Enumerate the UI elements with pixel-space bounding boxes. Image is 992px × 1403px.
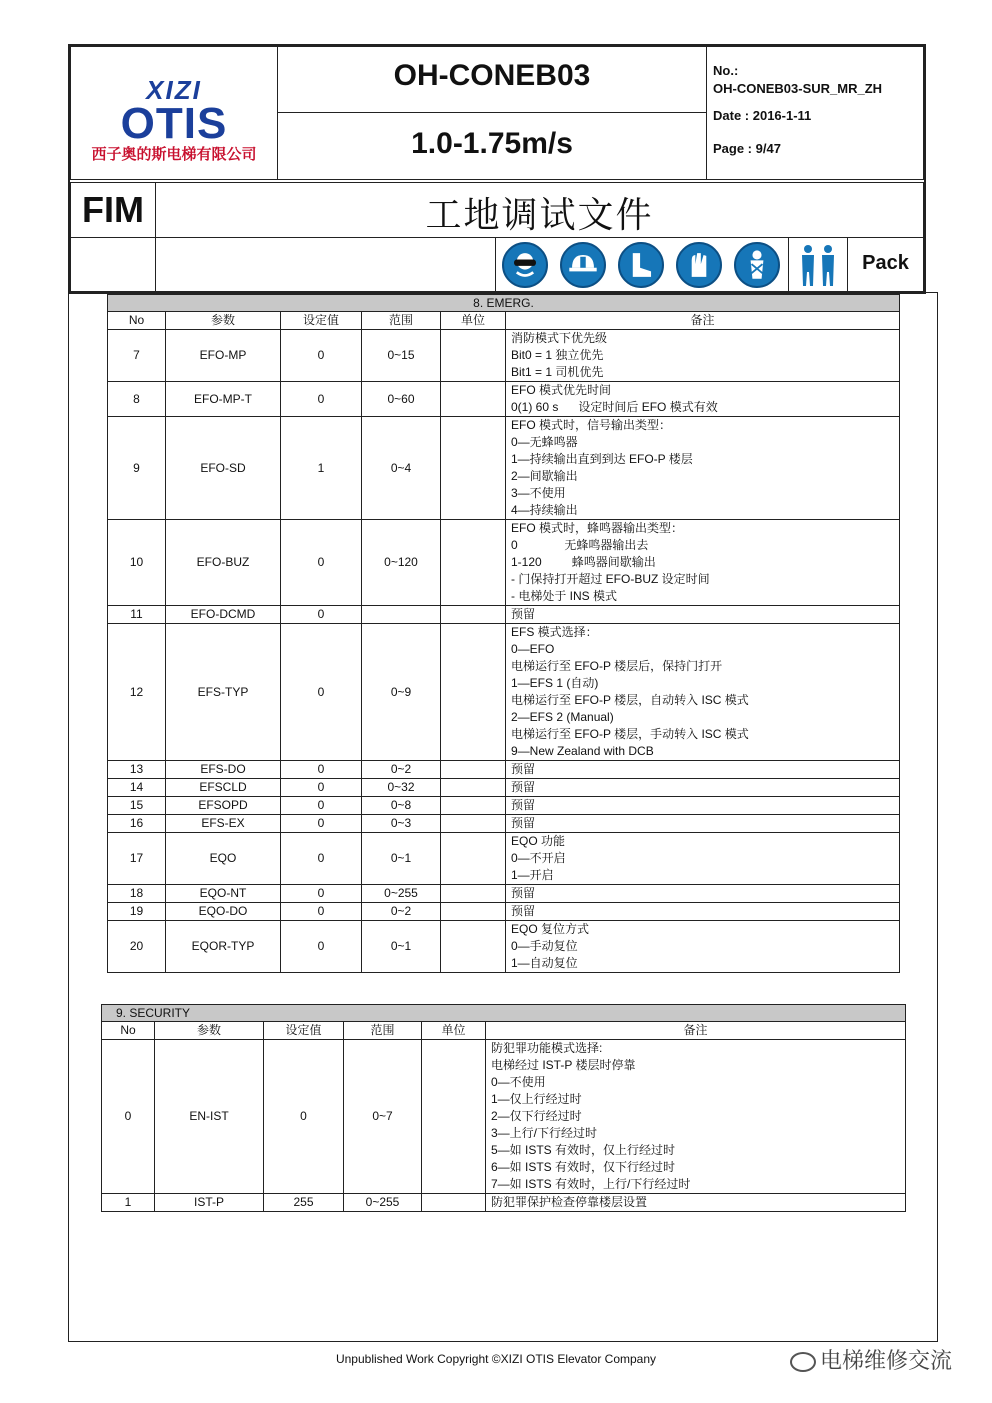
- safety-icons-cell: [495, 237, 789, 292]
- doc-title: 工地调试文件: [425, 195, 654, 236]
- watermark: [790, 1344, 952, 1375]
- speed-cell: [277, 112, 707, 180]
- cell-notes: [506, 921, 900, 973]
- security-table: [101, 1004, 906, 1212]
- cell-no: 16: [108, 815, 166, 833]
- cell-no: 12: [108, 624, 166, 761]
- column-header: No: [108, 312, 166, 330]
- note-line: 1—开启: [511, 868, 554, 882]
- cell-notes: [506, 382, 900, 417]
- table-row: [108, 606, 900, 624]
- column-header: 参数: [155, 1022, 264, 1040]
- column-header: 参数: [166, 312, 281, 330]
- note-line: Bit0 = 1 独立优先: [511, 348, 604, 362]
- column-header: 备注: [506, 312, 900, 330]
- cell-range: 0~2: [362, 903, 441, 921]
- column-header: 备注: [486, 1022, 906, 1040]
- table-row: [108, 903, 900, 921]
- note-line: EFO 模式时，信号输出类型：: [511, 418, 672, 432]
- cell-range: 0~15: [362, 330, 441, 382]
- goggles-icon: [502, 242, 548, 288]
- note-line: - 电梯处于 INS 模式: [511, 589, 618, 603]
- column-header: 设定值: [281, 312, 362, 330]
- pack-label: Pack: [862, 252, 909, 274]
- table-row: [108, 624, 900, 761]
- note-line: 防犯罪功能模式选择:: [491, 1041, 603, 1055]
- note-line: 0—手动复位: [511, 939, 578, 953]
- cell-notes: [506, 903, 900, 921]
- cell-param: EFO-SD: [166, 417, 281, 520]
- logo-brand: XIZI: [146, 75, 202, 105]
- note-line: 5—如 ISTS 有效时，仅上行经过时: [491, 1143, 676, 1157]
- cell-no: 1: [102, 1194, 155, 1212]
- note-line: 电梯经过 IST-P 楼层时停靠: [491, 1058, 636, 1072]
- fim-label: FIM: [82, 189, 144, 230]
- note-line: 电梯运行至 EFO-P 楼层，自动转入 ISC 模式: [511, 693, 749, 707]
- speed-range: 1.0-1.75m/s: [411, 127, 573, 160]
- copyright-footer: Unpublished Work Copyright ©XIZI OTIS Elevator Company: [335, 1352, 657, 1366]
- note-line: 1—持续输出直到到达 EFO-P 楼层: [511, 452, 693, 466]
- cell-value: 0: [281, 761, 362, 779]
- cell-no: 17: [108, 833, 166, 885]
- cell-unit: [441, 330, 506, 382]
- cell-notes: [486, 1040, 906, 1194]
- cell-unit: [422, 1194, 486, 1212]
- cell-notes: [506, 330, 900, 382]
- cell-value: 255: [264, 1194, 344, 1212]
- cell-range: 0~8: [362, 797, 441, 815]
- cell-notes: [506, 606, 900, 624]
- table-row: [108, 779, 900, 797]
- cell-no: 10: [108, 520, 166, 606]
- column-header: 设定值: [264, 1022, 344, 1040]
- note-line: 4—持续输出: [511, 503, 578, 517]
- column-header: 范围: [344, 1022, 422, 1040]
- cell-value: 0: [281, 382, 362, 417]
- note-line: 1-120 蜂鸣器间歇输出: [511, 555, 656, 569]
- cell-value: 0: [281, 797, 362, 815]
- doc-date: Date : 2016-1-11: [713, 108, 812, 123]
- cell-unit: [441, 624, 506, 761]
- doc-code-cell: [277, 46, 707, 113]
- chat-bubble-icon: [790, 1352, 816, 1372]
- cell-range: 0~7: [344, 1040, 422, 1194]
- cell-no: 18: [108, 885, 166, 903]
- note-line: 防犯罪保护检查停靠楼层设置: [491, 1195, 648, 1209]
- doc-code: OH-CONEB03: [393, 59, 591, 92]
- note-line: - 门保持打开超过 EFO-BUZ 设定时间: [511, 572, 710, 586]
- table-row: [108, 330, 900, 382]
- note-line: 2—EFS 2 (Manual): [511, 710, 614, 724]
- cell-param: EFO-MP: [166, 330, 281, 382]
- table-row: [108, 761, 900, 779]
- table-row: [102, 1194, 906, 1212]
- cell-range: 0~255: [362, 885, 441, 903]
- cell-notes: [506, 815, 900, 833]
- doc-title-cell: [155, 182, 924, 238]
- section-title: 9. SECURITY: [102, 1005, 906, 1022]
- cell-no: 0: [102, 1040, 155, 1194]
- table-row: [108, 815, 900, 833]
- note-line: 0(1) 60 s 设定时间后 EFO 模式有效: [511, 400, 718, 414]
- cell-unit: [441, 761, 506, 779]
- cell-value: 0: [264, 1040, 344, 1194]
- cell-unit: [441, 921, 506, 973]
- note-line: EQO 复位方式: [511, 922, 590, 936]
- doc-no-label: No.:: [713, 63, 739, 78]
- cell-notes: [506, 417, 900, 520]
- cell-range: [362, 606, 441, 624]
- cell-param: EFSCLD: [166, 779, 281, 797]
- column-header: 单位: [422, 1022, 486, 1040]
- note-line: 预留: [511, 780, 536, 794]
- cell-value: 0: [281, 624, 362, 761]
- table-row: [108, 921, 900, 973]
- cell-range: 0~3: [362, 815, 441, 833]
- note-line: EFO 模式时，蜂鸣器输出类型：: [511, 521, 684, 535]
- note-line: 电梯运行至 EFO-P 楼层，手动转入 ISC 模式: [511, 727, 749, 741]
- cell-param: EQO-NT: [166, 885, 281, 903]
- note-line: Bit1 = 1 司机优先: [511, 365, 604, 379]
- cell-no: 20: [108, 921, 166, 973]
- gloves-icon: [676, 242, 722, 288]
- cell-range: 0~255: [344, 1194, 422, 1212]
- cell-notes: [506, 833, 900, 885]
- note-line: 预留: [511, 762, 536, 776]
- cell-unit: [422, 1040, 486, 1194]
- note-line: EFO 模式优先时间: [511, 383, 612, 397]
- cell-range: 0~32: [362, 779, 441, 797]
- meta-cell: [706, 46, 924, 180]
- note-line: 电梯运行至 EFO-P 楼层后，保持门打开: [511, 659, 723, 673]
- cell-value: 0: [281, 815, 362, 833]
- cell-param: EFO-MP-T: [166, 382, 281, 417]
- cell-unit: [441, 417, 506, 520]
- note-line: EQO 功能: [511, 834, 566, 848]
- cell-value: 0: [281, 885, 362, 903]
- note-line: 预留: [511, 607, 536, 621]
- cell-no: 15: [108, 797, 166, 815]
- cell-unit: [441, 606, 506, 624]
- cell-value: 0: [281, 833, 362, 885]
- cell-no: 8: [108, 382, 166, 417]
- column-header: 范围: [362, 312, 441, 330]
- doc-no-value: OH-CONEB03-SUR_MR_ZH: [713, 81, 883, 96]
- cell-value: 0: [281, 779, 362, 797]
- cell-unit: [441, 833, 506, 885]
- logo-cell: [70, 46, 278, 180]
- note-line: 0—不使用: [491, 1075, 546, 1089]
- cell-param: EFS-DO: [166, 761, 281, 779]
- safety-boots-icon: [618, 242, 664, 288]
- note-line: 3—不使用: [511, 486, 566, 500]
- column-header: 单位: [441, 312, 506, 330]
- hard-hat-icon: [560, 242, 606, 288]
- blank-cell-mid: [155, 237, 496, 292]
- section-title: 8. EMERG.: [108, 295, 900, 312]
- cell-unit: [441, 382, 506, 417]
- cell-range: 0~9: [362, 624, 441, 761]
- cell-value: 1: [281, 417, 362, 520]
- cell-notes: [506, 624, 900, 761]
- note-line: 0 无蜂鸣器输出去: [511, 538, 649, 552]
- table-row: [108, 382, 900, 417]
- cell-param: EFO-BUZ: [166, 520, 281, 606]
- cell-value: 0: [281, 606, 362, 624]
- cell-value: 0: [281, 903, 362, 921]
- cell-no: 13: [108, 761, 166, 779]
- table-row: [108, 417, 900, 520]
- cell-range: 0~4: [362, 417, 441, 520]
- note-line: 1—自动复位: [511, 956, 578, 970]
- note-line: 3—上行/下行经过时: [491, 1126, 598, 1140]
- cell-notes: [506, 779, 900, 797]
- cell-param: EFS-TYP: [166, 624, 281, 761]
- cell-no: 9: [108, 417, 166, 520]
- fim-cell: [70, 182, 156, 238]
- note-line: 7—如 ISTS 有效时，上行/下行经过时: [491, 1177, 691, 1191]
- page-number: Page : 9/47: [713, 141, 781, 156]
- cell-param: EQOR-TYP: [166, 921, 281, 973]
- note-line: EFS 模式选择：: [511, 625, 598, 639]
- emerg-table: [107, 294, 900, 973]
- note-line: 1—仅上行经过时: [491, 1092, 582, 1106]
- table-row: [108, 520, 900, 606]
- cell-range: 0~120: [362, 520, 441, 606]
- note-line: 1—EFS 1 (自动): [511, 676, 599, 690]
- note-line: 2—间歇输出: [511, 469, 578, 483]
- cell-range: 0~1: [362, 833, 441, 885]
- note-line: 预留: [511, 798, 536, 812]
- note-line: 预留: [511, 816, 536, 830]
- cell-unit: [441, 815, 506, 833]
- cell-param: EFS-EX: [166, 815, 281, 833]
- cell-param: EFO-DCMD: [166, 606, 281, 624]
- pack-cell: [847, 237, 924, 292]
- cell-unit: [441, 779, 506, 797]
- cell-no: 7: [108, 330, 166, 382]
- cell-param: IST-P: [155, 1194, 264, 1212]
- cell-notes: [506, 885, 900, 903]
- workers-cell: [788, 237, 848, 292]
- cell-param: EQO-DO: [166, 903, 281, 921]
- note-line: 0—不开启: [511, 851, 566, 865]
- note-line: 2—仅下行经过时: [491, 1109, 582, 1123]
- note-line: 预留: [511, 904, 536, 918]
- cell-param: EQO: [166, 833, 281, 885]
- cell-param: EFSOPD: [166, 797, 281, 815]
- table-row: [102, 1040, 906, 1194]
- cell-notes: [506, 797, 900, 815]
- table-row: [108, 833, 900, 885]
- note-line: 0—无蜂鸣器: [511, 435, 578, 449]
- note-line: 6—如 ISTS 有效时，仅下行经过时: [491, 1160, 676, 1174]
- cell-range: 0~2: [362, 761, 441, 779]
- cell-param: EN-IST: [155, 1040, 264, 1194]
- cell-value: 0: [281, 520, 362, 606]
- cell-value: 0: [281, 330, 362, 382]
- workers-icon: [795, 242, 841, 288]
- cell-range: 0~60: [362, 382, 441, 417]
- cell-unit: [441, 885, 506, 903]
- cell-no: 14: [108, 779, 166, 797]
- cell-no: 11: [108, 606, 166, 624]
- cell-notes: [506, 520, 900, 606]
- logo-name: OTIS: [120, 99, 228, 148]
- cell-value: 0: [281, 921, 362, 973]
- blank-cell-left: [70, 237, 156, 292]
- cell-unit: [441, 520, 506, 606]
- cell-unit: [441, 797, 506, 815]
- cell-notes: [506, 761, 900, 779]
- note-line: 消防模式下优先级: [511, 331, 608, 345]
- note-line: 预留: [511, 886, 536, 900]
- table-row: [108, 885, 900, 903]
- table-row: [108, 797, 900, 815]
- watermark-text: 电梯维修交流: [820, 1348, 953, 1373]
- note-line: 9—New Zealand with DCB: [511, 744, 654, 758]
- logo-company: 西子奥的斯电梯有限公司: [91, 146, 257, 163]
- cell-range: 0~1: [362, 921, 441, 973]
- note-line: 0—EFO: [511, 642, 555, 656]
- cell-unit: [441, 903, 506, 921]
- document-header: [68, 44, 926, 294]
- cell-no: 19: [108, 903, 166, 921]
- harness-icon: [734, 242, 780, 288]
- cell-notes: [486, 1194, 906, 1212]
- column-header: No: [102, 1022, 155, 1040]
